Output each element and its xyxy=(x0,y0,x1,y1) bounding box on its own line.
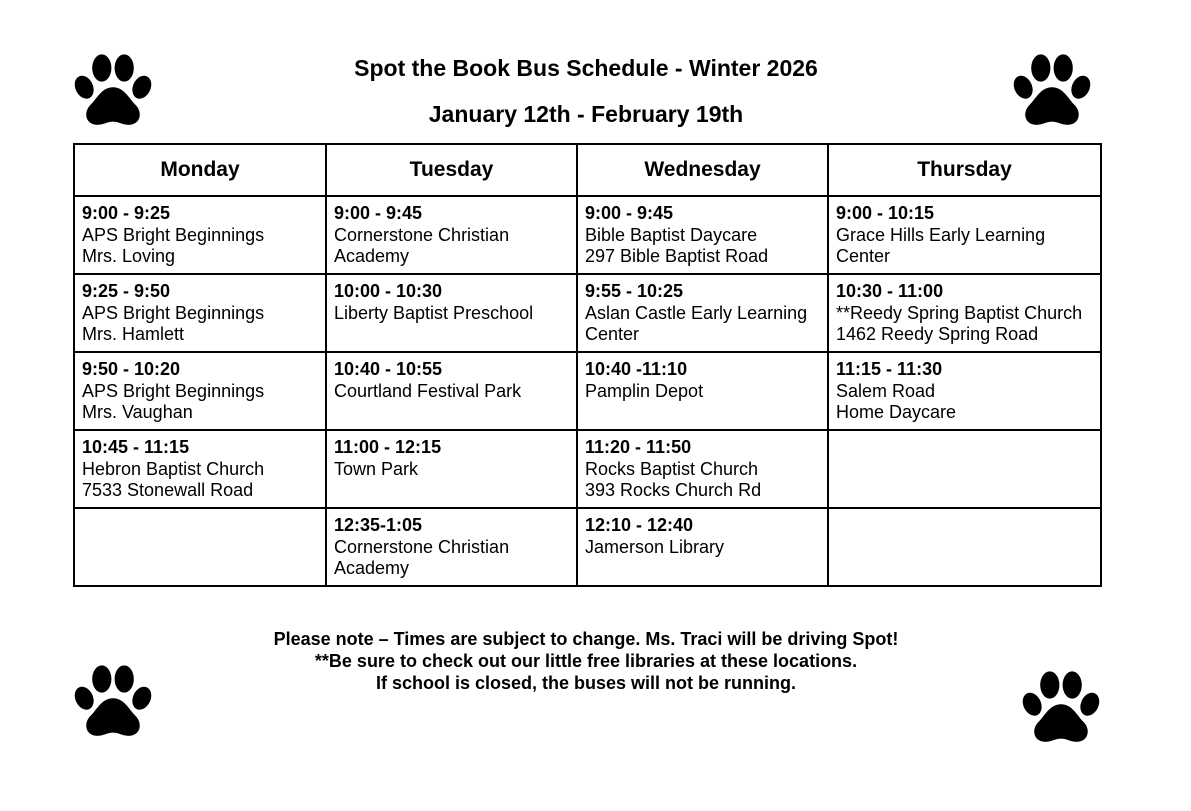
schedule-cell-monday xyxy=(74,274,326,352)
table-header-row xyxy=(74,144,1101,196)
stop-location: Rocks Baptist Church xyxy=(585,458,759,479)
schedule-cell-thursday xyxy=(828,508,1101,586)
stop-detail: 1462 Reedy Spring Road xyxy=(836,324,1039,344)
stop-location: Salem Road xyxy=(836,380,936,401)
stop-location: Courtland Festival Park xyxy=(334,380,522,401)
stop-location: **Reedy Spring Baptist Church xyxy=(836,302,1083,323)
stop-time: 12:35-1:05 xyxy=(334,515,423,535)
stop-detail: 7533 Stonewall Road xyxy=(82,480,254,500)
stop-time: 11:15 - 11:30 xyxy=(836,359,943,379)
schedule-cell-tuesday xyxy=(326,196,577,274)
schedule-cell-thursday xyxy=(828,196,1101,274)
stop-detail: Center xyxy=(836,246,891,266)
stop-time: 9:25 - 9:50 xyxy=(82,281,171,301)
stop-detail: Academy xyxy=(334,558,410,578)
stop-time: 11:20 - 11:50 xyxy=(585,437,692,457)
stop-time: 9:00 - 10:15 xyxy=(836,203,935,223)
table-row xyxy=(74,274,1101,352)
schedule-cell-thursday xyxy=(828,430,1101,508)
stop-location: Grace Hills Early Learning xyxy=(836,224,1046,245)
schedule-cell-wednesday xyxy=(577,430,828,508)
column-header-monday: Monday xyxy=(74,144,326,196)
schedule-cell-tuesday xyxy=(326,430,577,508)
schedule-cell-monday xyxy=(74,430,326,508)
stop-location: Hebron Baptist Church xyxy=(82,458,265,479)
note-line: Please note – Times are subject to change. Ms. Traci will be driving Spot! xyxy=(273,629,899,649)
stop-detail: Mrs. Vaughan xyxy=(82,402,193,422)
stop-time: 10:40 -11:10 xyxy=(585,359,688,379)
page-title: Spot the Book Bus Schedule - Winter 2026 xyxy=(354,55,818,81)
schedule-cell-thursday xyxy=(828,274,1101,352)
stop-time: 9:50 - 10:20 xyxy=(82,359,181,379)
column-header-tuesday: Tuesday xyxy=(326,144,577,196)
stop-time: 9:00 - 9:45 xyxy=(585,203,674,223)
note-line: If school is closed, the buses will not be running. xyxy=(375,673,797,693)
schedule-cell-wednesday xyxy=(577,508,828,586)
schedule-cell-tuesday xyxy=(326,352,577,430)
table-row xyxy=(74,196,1101,274)
column-header-wednesday: Wednesday xyxy=(577,144,828,196)
notes xyxy=(0,628,1172,694)
table-row xyxy=(74,430,1101,508)
schedule-cell-tuesday xyxy=(326,508,577,586)
schedule-cell-monday xyxy=(74,508,326,586)
stop-location: Aslan Castle Early Learning xyxy=(585,302,808,323)
column-header-thursday: Thursday xyxy=(828,144,1101,196)
stop-detail: 297 Bible Baptist Road xyxy=(585,246,769,266)
stop-time: 12:10 - 12:40 xyxy=(585,515,694,535)
schedule-cell-tuesday xyxy=(326,274,577,352)
stop-location: APS Bright Beginnings xyxy=(82,224,265,245)
stop-detail: Mrs. Loving xyxy=(82,246,176,266)
stop-location: Cornerstone Christian xyxy=(334,224,510,245)
schedule-cell-thursday xyxy=(828,352,1101,430)
stop-location: Jamerson Library xyxy=(585,536,725,557)
table-row xyxy=(74,508,1101,586)
schedule-cell-wednesday xyxy=(577,196,828,274)
note-line: **Be sure to check out our little free libraries at these locations. xyxy=(314,651,858,671)
stop-detail: Center xyxy=(585,324,640,344)
stop-location: APS Bright Beginnings xyxy=(82,302,265,323)
stop-time: 9:00 - 9:45 xyxy=(334,203,423,223)
stop-time: 11:00 - 12:15 xyxy=(334,437,442,457)
stop-detail: 393 Rocks Church Rd xyxy=(585,480,762,500)
date-range: January 12th - February 19th xyxy=(428,101,744,127)
stop-location: Town Park xyxy=(334,458,419,479)
stop-time: 10:40 - 10:55 xyxy=(334,359,443,379)
schedule-cell-wednesday xyxy=(577,352,828,430)
stop-location: APS Bright Beginnings xyxy=(82,380,265,401)
stop-location: Bible Baptist Daycare xyxy=(585,224,758,245)
stop-location: Pamplin Depot xyxy=(585,380,704,401)
stop-time: 9:00 - 9:25 xyxy=(82,203,171,223)
schedule-cell-monday xyxy=(74,352,326,430)
table-row xyxy=(74,352,1101,430)
stop-time: 9:55 - 10:25 xyxy=(585,281,684,301)
schedule-cell-monday xyxy=(74,196,326,274)
schedule-table xyxy=(73,143,1102,587)
stop-time: 10:45 - 11:15 xyxy=(82,437,190,457)
stop-time: 10:00 - 10:30 xyxy=(334,281,443,301)
stop-time: 10:30 - 11:00 xyxy=(836,281,944,301)
schedule-cell-wednesday xyxy=(577,274,828,352)
stop-detail: Mrs. Hamlett xyxy=(82,324,185,344)
stop-location: Liberty Baptist Preschool xyxy=(334,302,534,323)
stop-location: Cornerstone Christian xyxy=(334,536,510,557)
stop-detail: Academy xyxy=(334,246,410,266)
stop-detail: Home Daycare xyxy=(836,402,957,422)
